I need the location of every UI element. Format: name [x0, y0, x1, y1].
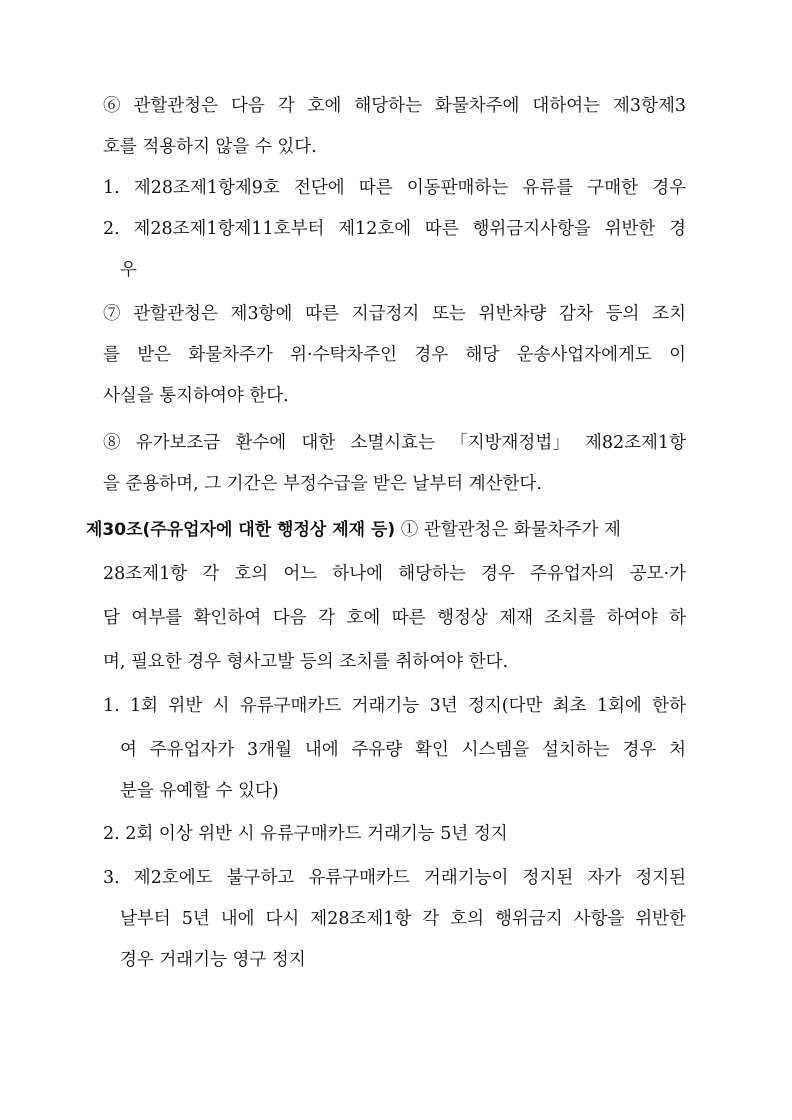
para8-line1: ⑧ 유가보조금 환수에 대한 소멸시효는 「지방재정법」 제82조제1항 [103, 433, 686, 453]
para6-item2-line2: 우 [120, 260, 137, 280]
article30-item3-line2: 날부터 5년 내에 다시 제28조제1항 각 호의 행위금지 사항을 위반한 [120, 909, 686, 929]
article30-item2: 2. 2회 이상 위반 시 유류구매카드 거래기능 5년 정지 [103, 824, 508, 844]
article30-line3: 담 여부를 확인하여 다음 각 호에 따른 행정상 제재 조치를 하여야 하 [103, 608, 686, 628]
para6-item2-line1: 2. 제28조제1항제11호부터 제12호에 따른 행위금지사항을 위반한 경 [103, 219, 686, 239]
article30-item1-line1: 1. 1회 위반 시 유류구매카드 거래기능 3년 정지(다만 최초 1회에 한하 [103, 696, 686, 716]
para6-item1: 1. 제28조제1항제9호 전단에 따른 이동판매하는 유류를 구매한 경우 [103, 178, 686, 198]
para8-line2: 을 준용하며, 그 기간은 부정수급을 받은 날부터 계산한다. [103, 474, 542, 494]
article30-item1-line2: 여 주유업자가 3개월 내에 주유량 확인 시스템을 설치하는 경우 처 [120, 740, 686, 760]
article30-item3-line1: 3. 제2호에도 불구하고 유류구매카드 거래기능이 정지된 자가 정지된 [103, 868, 686, 888]
article30-heading: 제30조(주유업자에 대한 행정상 제재 등) [86, 520, 396, 540]
para6-line1: ⑥ 관할관청은 다음 각 호에 해당하는 화물차주에 대하여는 제3항제3 [103, 96, 686, 116]
article30-line1-rest: ① 관할관청은 화물차주가 제 [400, 520, 621, 540]
para7-line1: ⑦ 관할관청은 제3항에 따른 지급정지 또는 위반차량 감차 등의 조치 [103, 304, 686, 324]
article30-item3-line3: 경우 거래기능 영구 정지 [120, 950, 306, 970]
para7-line2: 를 받은 화물차주가 위·수탁차주인 경우 해당 운송사업자에게도 이 [103, 345, 686, 365]
para6-line2: 호를 적용하지 않을 수 있다. [103, 137, 317, 157]
article30-line2: 28조제1항 각 호의 어느 하나에 해당하는 경우 주유업자의 공모·가 [103, 564, 686, 584]
article30-item1-line3: 분을 유예할 수 있다) [120, 781, 279, 801]
article30-line4: 며, 필요한 경우 형사고발 등의 조치를 취하여야 한다. [103, 652, 509, 672]
para7-line3: 사실을 통지하여야 한다. [103, 386, 289, 406]
article30-line1 [86, 518, 686, 542]
